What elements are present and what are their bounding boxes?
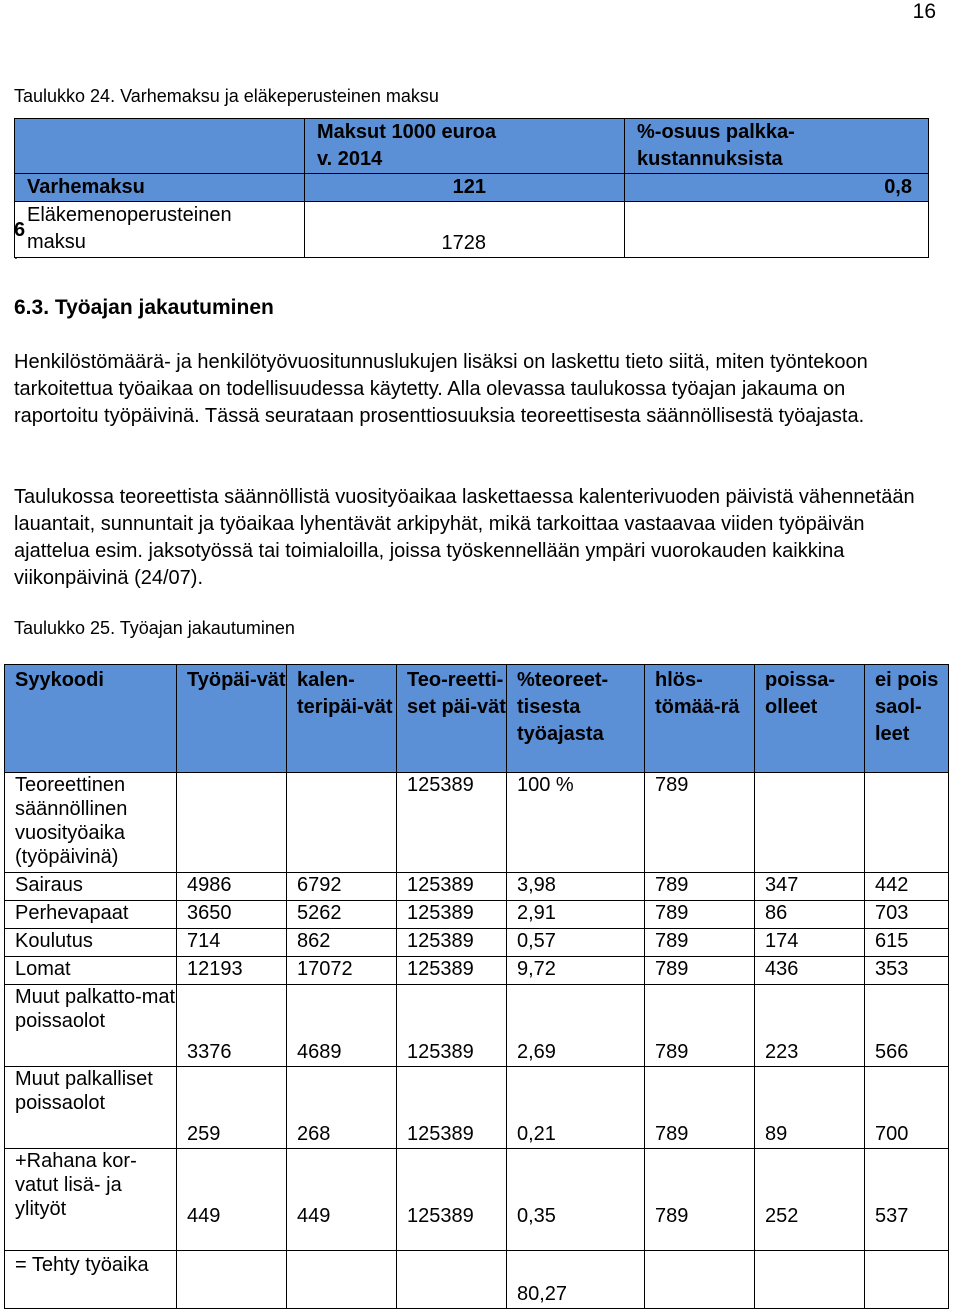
cell: 5262 bbox=[287, 901, 397, 929]
cell: 0,21 bbox=[507, 1067, 645, 1149]
row-label: Koulutus bbox=[5, 929, 177, 957]
cell: 86 bbox=[755, 901, 865, 929]
paragraph-1: Henkilöstömäärä- ja henkilötyövuositunnuslukujen lisäksi on laskettu tieto siitä, miten työntekoon tarkoitettua työaikaa on todellisuudessa käytetty. Alla olevassa taulukossa työajan jakauma on raportoitu työpäivinä. Tässä seurataan prosenttiosuuksia teoreettisesta säännöllisestä työajasta. bbox=[14, 351, 868, 427]
cell: 125389 bbox=[397, 957, 507, 985]
table25-caption: Taulukko 25. Työajan jakautuminen bbox=[14, 618, 295, 638]
cell: 2,91 bbox=[507, 901, 645, 929]
table24-header-empty bbox=[15, 119, 305, 174]
table25-header-row bbox=[5, 665, 949, 773]
table-row bbox=[5, 901, 949, 929]
page-number: 16 bbox=[912, 0, 936, 23]
stray-dot: . bbox=[14, 246, 18, 262]
cell bbox=[645, 1251, 755, 1309]
cell: 89 bbox=[755, 1067, 865, 1149]
cell: 9,72 bbox=[507, 957, 645, 985]
cell: 537 bbox=[865, 1149, 949, 1251]
cell: 449 bbox=[287, 1149, 397, 1251]
cell: 268 bbox=[287, 1067, 397, 1149]
cell: 3,98 bbox=[507, 873, 645, 901]
cell: 3650 bbox=[177, 901, 287, 929]
table24-row-value: 121 bbox=[305, 174, 625, 202]
cell: 125389 bbox=[397, 929, 507, 957]
table24-row-value: 1728 bbox=[305, 202, 625, 258]
cell bbox=[865, 1251, 949, 1309]
cell: 12193 bbox=[177, 957, 287, 985]
table24-header-percent: %-osuus palkka- kustannuksista bbox=[625, 119, 929, 174]
cell: 259 bbox=[177, 1067, 287, 1149]
cell: 789 bbox=[645, 985, 755, 1067]
cell: 174 bbox=[755, 929, 865, 957]
row-label: Muut palkalliset poissaolot bbox=[5, 1067, 177, 1149]
cell: 4689 bbox=[287, 985, 397, 1067]
cell: 0,35 bbox=[507, 1149, 645, 1251]
cell bbox=[177, 1251, 287, 1309]
row-label: = Tehty työaika bbox=[5, 1251, 177, 1309]
table-row bbox=[5, 1251, 949, 1309]
cell: 3376 bbox=[177, 985, 287, 1067]
cell bbox=[287, 773, 397, 873]
cell: 125389 bbox=[397, 773, 507, 873]
row-label: Sairaus bbox=[5, 873, 177, 901]
table24-caption: Taulukko 24. Varhemaksu ja eläkeperusteinen maksu bbox=[14, 86, 439, 106]
header-syykoodi: Syykoodi bbox=[5, 665, 177, 773]
cell bbox=[177, 773, 287, 873]
cell: 125389 bbox=[397, 901, 507, 929]
table24-row-label: Eläkemenoperusteinen maksu bbox=[15, 202, 305, 258]
cell: 566 bbox=[865, 985, 949, 1067]
cell: 353 bbox=[865, 957, 949, 985]
cell: 789 bbox=[645, 901, 755, 929]
cell: 442 bbox=[865, 873, 949, 901]
cell bbox=[755, 773, 865, 873]
table24-row-percent bbox=[625, 202, 929, 258]
cell bbox=[287, 1251, 397, 1309]
header-ei-poissaolleet: ei pois saol-leet bbox=[865, 665, 949, 773]
header-kalenteripaivat: kalen-teripäi-vät bbox=[287, 665, 397, 773]
cell: 2,69 bbox=[507, 985, 645, 1067]
cell: 80,27 bbox=[507, 1251, 645, 1309]
cell: 4986 bbox=[177, 873, 287, 901]
table25 bbox=[4, 664, 949, 1309]
cell: 789 bbox=[645, 773, 755, 873]
cell: 17072 bbox=[287, 957, 397, 985]
cell: 789 bbox=[645, 1067, 755, 1149]
cell: 6792 bbox=[287, 873, 397, 901]
table-row bbox=[5, 985, 949, 1067]
table-row bbox=[5, 957, 949, 985]
table24-row-label: Varhemaksu bbox=[15, 174, 305, 202]
cell: 714 bbox=[177, 929, 287, 957]
header-hlostomaara: hlös-tömää-rä bbox=[645, 665, 755, 773]
row-label: +Rahana kor-vatut lisä- ja ylityöt bbox=[5, 1149, 177, 1251]
cell: 125389 bbox=[397, 1149, 507, 1251]
cell: 125389 bbox=[397, 873, 507, 901]
cell: 449 bbox=[177, 1149, 287, 1251]
cell: 789 bbox=[645, 873, 755, 901]
table24 bbox=[14, 118, 929, 258]
table24-header-row bbox=[15, 119, 929, 174]
paragraph-2: Taulukossa teoreettista säännöllistä vuosityöaikaa laskettaessa kalenterivuoden päivistä vähennetään lauantait, sunnuntait ja työaikaa lyhentävät arkipyhät, mikä tarkoittaa vastaavaa viiden työpäivän ajattelua esim. jaksotyössä tai toimialoilla, joissa työskennellään ympäri vuorokauden kaikkina viikonpäivinä (24/07). bbox=[14, 486, 915, 589]
table-row bbox=[5, 1067, 949, 1149]
table24-row bbox=[15, 202, 929, 258]
table-row bbox=[5, 873, 949, 901]
cell: 862 bbox=[287, 929, 397, 957]
cell: 0,57 bbox=[507, 929, 645, 957]
cell: 789 bbox=[645, 929, 755, 957]
cell: 700 bbox=[865, 1067, 949, 1149]
table24-row bbox=[15, 174, 929, 202]
row-label: Muut palkatto-mat poissaolot bbox=[5, 985, 177, 1067]
cell: 615 bbox=[865, 929, 949, 957]
header-teoreettisesta: %teoreet-tisesta työajasta bbox=[507, 665, 645, 773]
cell: 252 bbox=[755, 1149, 865, 1251]
table-row bbox=[5, 1149, 949, 1251]
cell bbox=[865, 773, 949, 873]
table24-row-percent: 0,8 bbox=[625, 174, 929, 202]
stray-number: 6 bbox=[14, 219, 26, 241]
row-label: Teoreettinen säännöllinen vuosityöaika (työpäivinä) bbox=[5, 773, 177, 873]
cell bbox=[755, 1251, 865, 1309]
cell: 436 bbox=[755, 957, 865, 985]
cell: 125389 bbox=[397, 985, 507, 1067]
cell: 100 % bbox=[507, 773, 645, 873]
header-teoreettiset-paivat: Teo-reetti-set päi-vät bbox=[397, 665, 507, 773]
header-poissaolleet: poissa-olleet bbox=[755, 665, 865, 773]
table-row bbox=[5, 773, 949, 873]
cell bbox=[397, 1251, 507, 1309]
cell: 223 bbox=[755, 985, 865, 1067]
cell: 789 bbox=[645, 1149, 755, 1251]
table24-header-amount: Maksut 1000 euroa v. 2014 bbox=[305, 119, 625, 174]
cell: 347 bbox=[755, 873, 865, 901]
header-tyopaivat: Työpäi-vät bbox=[177, 665, 287, 773]
cell: 703 bbox=[865, 901, 949, 929]
table-row bbox=[5, 929, 949, 957]
section-heading: 6.3. Työajan jakautuminen bbox=[14, 296, 274, 319]
row-label: Perhevapaat bbox=[5, 901, 177, 929]
cell: 789 bbox=[645, 957, 755, 985]
cell: 125389 bbox=[397, 1067, 507, 1149]
row-label: Lomat bbox=[5, 957, 177, 985]
